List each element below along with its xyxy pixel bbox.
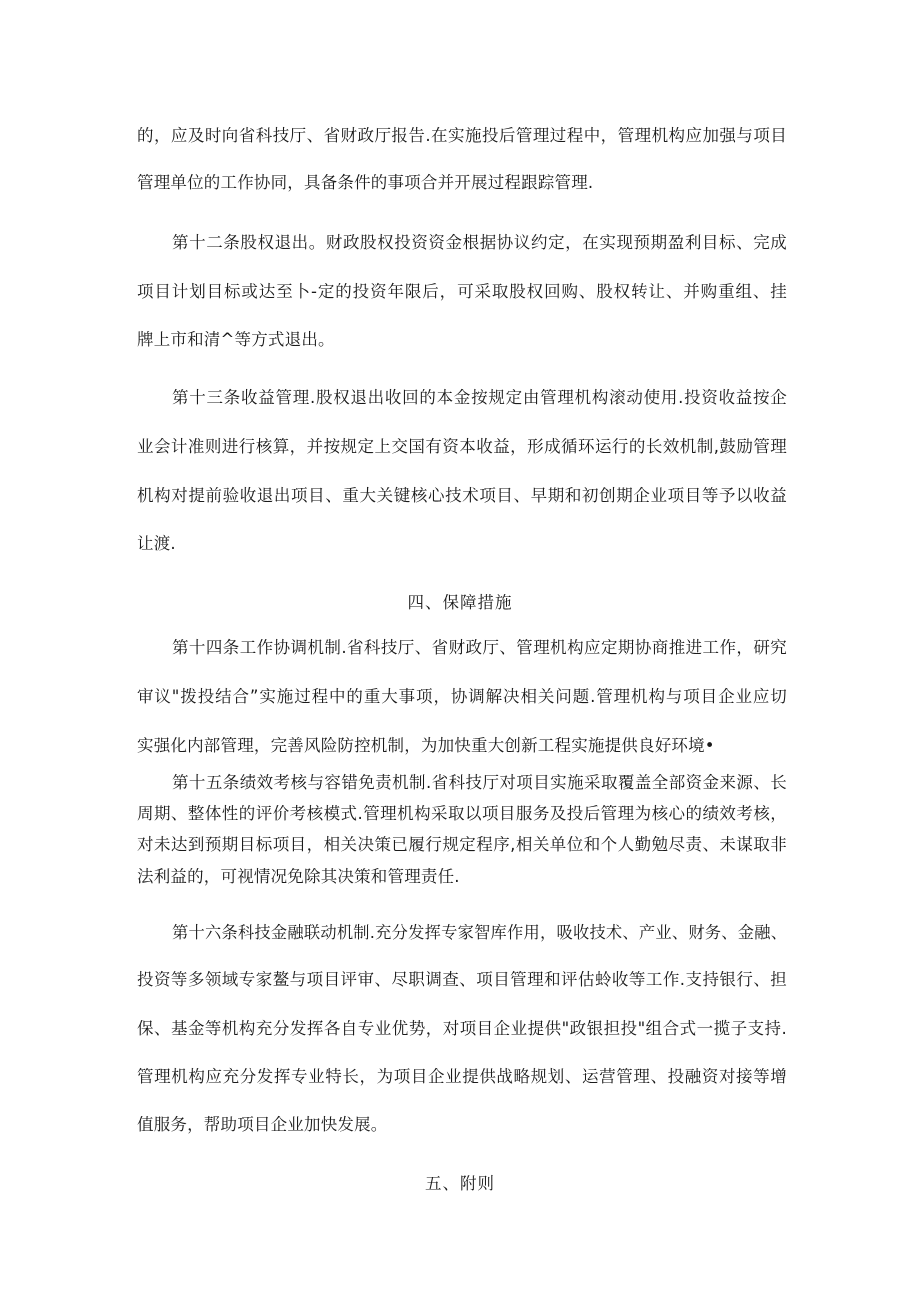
paragraph-line: 项目计划目标或达至卜-定的投资年限后，可采取股权回购、股权转让、并购重组、挂: [137, 282, 787, 301]
paragraph-line: 对未达到预期目标项目，相关决策已履行规定程序,相关单位和个人勤勉尽责、未谋取非: [137, 835, 787, 854]
paragraph-line: 法利益的，可视情况免除其决策和管理责任.: [137, 867, 460, 886]
paragraph-line: 值服务，帮助项目企业加快发展。: [137, 1115, 388, 1134]
paragraph-line: 管理机构应充分发挥专业特长，为项目企业提供战略规划、运营管理、投融资对接等增: [137, 1067, 787, 1086]
paragraph-line: 保、基金等机构充分发挥各自专业优势，对项目企业提供"政银担投"组合式一揽子支持.: [137, 1019, 787, 1038]
paragraph-line: 实强化内部管理，完善风险防控机制，为加快重大创新工程实施提供良好环境•: [137, 736, 715, 755]
paragraph-line: 审议"拨投结合”实施过程中的重大事项，协调解决相关问题.管理机构与项目企业应切: [137, 687, 787, 706]
paragraph-line: 第十二条股权退出。财政股权投资资金根据协议约定，在实现预期盈利目标、完成: [172, 233, 787, 252]
paragraph-line: 业会计准则进行核算，并按规定上交国有资本收益，形成循环运行的长效机制,鼓励管理: [137, 437, 787, 456]
paragraph-line: 投资等多领域专家鳌与项目评审、尽职调查、项目管理和评估蛉收等工作.支持银行、担: [137, 970, 787, 989]
paragraph-line: 第十五条绩效考核与容错免责机制.省科技厅对项目实施采取覆盖全部资金来源、长: [172, 773, 787, 792]
paragraph-line: 周期、整体性的评价考核模式.管理机构采取以项目服务及投后管理为核心的绩效考核，: [137, 804, 787, 823]
paragraph-line: 让渡.: [137, 534, 176, 553]
paragraph-line: 第十四条工作协调机制.省科技厅、省财政厅、管理机构应定期协商推进工作，研究: [172, 638, 787, 657]
paragraph-line: 牌上市和清^等方式退出。: [137, 330, 335, 349]
paragraph-line: 第十三条收益管理.股权退出收回的本金按规定由管理机构滚动使用.投资收益按企: [172, 388, 787, 407]
paragraph-line: 管理单位的工作协同，具备条件的事项合并开展过程跟踪管理.: [137, 173, 594, 192]
paragraph-line: 的，应及时向省科技厅、省财政厅报告.在实施投后管理过程中，管理机构应加强与项目: [137, 126, 787, 145]
paragraph-line: 第十六条科技金融联动机制.充分发挥专家智库作用，吸收技术、产业、财务、金融、: [172, 923, 787, 942]
paragraph-line: 机构对提前验收退出项目、重大关键核心技术项目、早期和初创期企业项目等予以收益: [137, 486, 787, 505]
section-heading: 四、保障措施: [407, 593, 513, 612]
section-heading: 五、附则: [425, 1174, 495, 1193]
